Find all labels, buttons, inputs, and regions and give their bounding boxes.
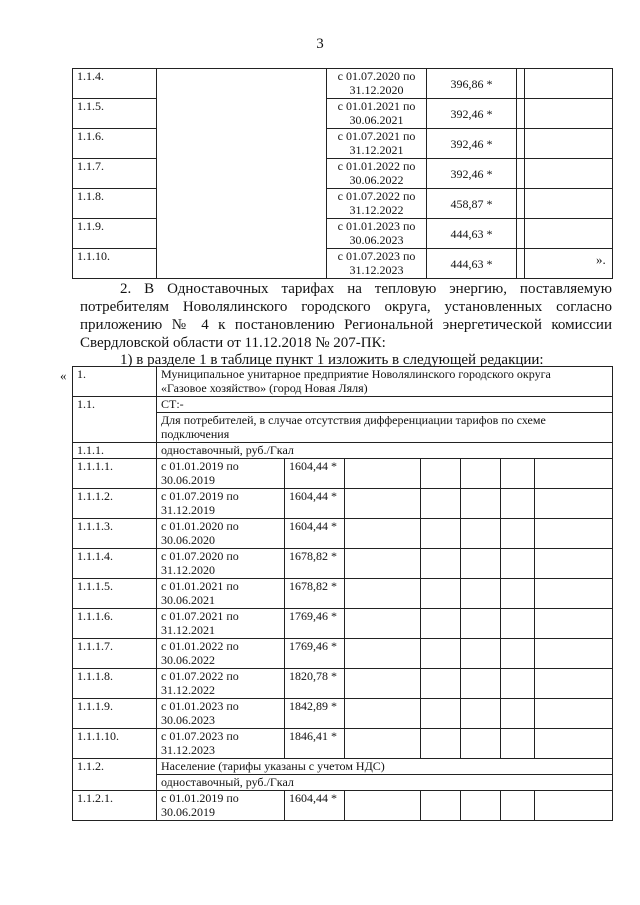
- page-number: 3: [316, 36, 324, 52]
- price-cell: 392,46 *: [427, 159, 517, 189]
- table-row: [73, 99, 613, 129]
- row-number: 1.1.8.: [73, 189, 157, 219]
- period-cell: с 01.07.2020 по 31.12.2020: [327, 69, 427, 99]
- period-cell: с 01.07.2021 по 31.12.2021: [327, 129, 427, 159]
- period-cell: с 01.07.2023 по 31.12.2023: [327, 249, 427, 279]
- price-cell: 1678,82 *: [285, 549, 345, 579]
- price-cell: 392,46 *: [427, 99, 517, 129]
- table-row: 1.1.1.5. с 01.01.2021 по 30.06.2021 1678,82 *: [73, 579, 613, 609]
- row-number: 1.1.1.: [73, 443, 157, 459]
- org-row: [73, 367, 613, 397]
- table-row: [73, 189, 613, 219]
- table-row: 1.1.1.1. с 01.01.2019 по 30.06.2019 1604,44 *: [73, 459, 613, 489]
- row-number: 1.: [73, 367, 157, 397]
- table-row: 1.1.1.9. с 01.01.2023 по 30.06.2023 1842,89 *: [73, 699, 613, 729]
- price-cell: 396,86 *: [427, 69, 517, 99]
- price-cell: 444,63 *: [427, 249, 517, 279]
- table-row: 1.1.1.7. с 01.01.2022 по 30.06.2022 1769,46 *: [73, 639, 613, 669]
- price-cell: 1769,46 *: [285, 609, 345, 639]
- table-row: 1.1.1.2. с 01.07.2019 по 31.12.2019 1604,44 *: [73, 489, 613, 519]
- consumers-label: Для потребителей, в случае отсутствия дифференциации тарифов по схеме подключения: [157, 413, 613, 443]
- amendment-subparagraph: 1) в разделе 1 в таблице пункт 1 изложить в следующей редакции:: [120, 352, 544, 368]
- price-cell: 444,63 *: [427, 219, 517, 249]
- tariff-table-new: [72, 366, 613, 821]
- closing-quote: ».: [596, 252, 606, 267]
- population-row: [73, 759, 613, 775]
- row-number: 1.1.7.: [73, 159, 157, 189]
- merged-blank-cell: [157, 69, 327, 279]
- amendment-paragraph: 2. В Одноставочных тарифах на тепловую энергию, поставляемую потребителям Новолялинского городского округа, установленных согласно приложению № 4 к постановлению Региональной энергетической комиссии Свердловской области от 11.12.2018 № 207-ПК:: [80, 281, 612, 351]
- table-row: 1.1.2.1. с 01.01.2019 по 30.06.2019 1604,44 *: [73, 791, 613, 821]
- price-cell: 1604,44 *: [285, 489, 345, 519]
- price-cell: 1820,78 *: [285, 669, 345, 699]
- table-row: [73, 159, 613, 189]
- table-row: 1.1.1.8. с 01.07.2022 по 31.12.2022 1820,78 *: [73, 669, 613, 699]
- row-number: 1.1.9.: [73, 219, 157, 249]
- row-number: 1.1.5.: [73, 99, 157, 129]
- table-row: 1.1.1.3. с 01.01.2020 по 30.06.2020 1604,44 *: [73, 519, 613, 549]
- population-label: Население (тарифы указаны с учетом НДС): [157, 759, 613, 775]
- population-rate-label: одноставочный, руб./Гкал: [157, 775, 613, 791]
- st-row: [73, 397, 613, 413]
- price-cell: 392,46 *: [427, 129, 517, 159]
- price-cell: 1842,89 *: [285, 699, 345, 729]
- st-label: СТ:-: [157, 397, 613, 413]
- price-cell: 1604,44 *: [285, 519, 345, 549]
- table-row: [73, 129, 613, 159]
- period-cell: с 01.01.2021 по 30.06.2021: [327, 99, 427, 129]
- price-cell: 1604,44 *: [285, 459, 345, 489]
- org-name: Муниципальное унитарное предприятие Новолялинского городского округа «Газовое хозяйство» (город Новая Ляля): [157, 367, 613, 397]
- single-rate-row: [73, 443, 613, 459]
- table-row: 1.1.1.4. с 01.07.2020 по 31.12.2020 1678,82 *: [73, 549, 613, 579]
- table-row: [73, 249, 613, 279]
- price-cell: 1678,82 *: [285, 579, 345, 609]
- single-rate-label: одноставочный, руб./Гкал: [157, 443, 613, 459]
- price-cell: 1604,44 *: [285, 791, 345, 821]
- opening-quote: «: [60, 368, 67, 383]
- table-row: [73, 69, 613, 99]
- row-number: 1.1.10.: [73, 249, 157, 279]
- row-number: 1.1.2.: [73, 759, 157, 791]
- period-cell: с 01.07.2022 по 31.12.2022: [327, 189, 427, 219]
- tariff-table-continued: [72, 68, 613, 279]
- row-number: 1.1.: [73, 397, 157, 443]
- row-number: 1.1.6.: [73, 129, 157, 159]
- price-cell: 1769,46 *: [285, 639, 345, 669]
- table-row: 1.1.1.10. с 01.07.2023 по 31.12.2023 1846,41 *: [73, 729, 613, 759]
- table-row: 1.1.1.6. с 01.07.2021 по 31.12.2021 1769,46 *: [73, 609, 613, 639]
- period-cell: с 01.01.2023 по 30.06.2023: [327, 219, 427, 249]
- price-cell: 1846,41 *: [285, 729, 345, 759]
- period-cell: с 01.01.2022 по 30.06.2022: [327, 159, 427, 189]
- table-row: [73, 219, 613, 249]
- price-cell: 458,87 *: [427, 189, 517, 219]
- row-number: 1.1.4.: [73, 69, 157, 99]
